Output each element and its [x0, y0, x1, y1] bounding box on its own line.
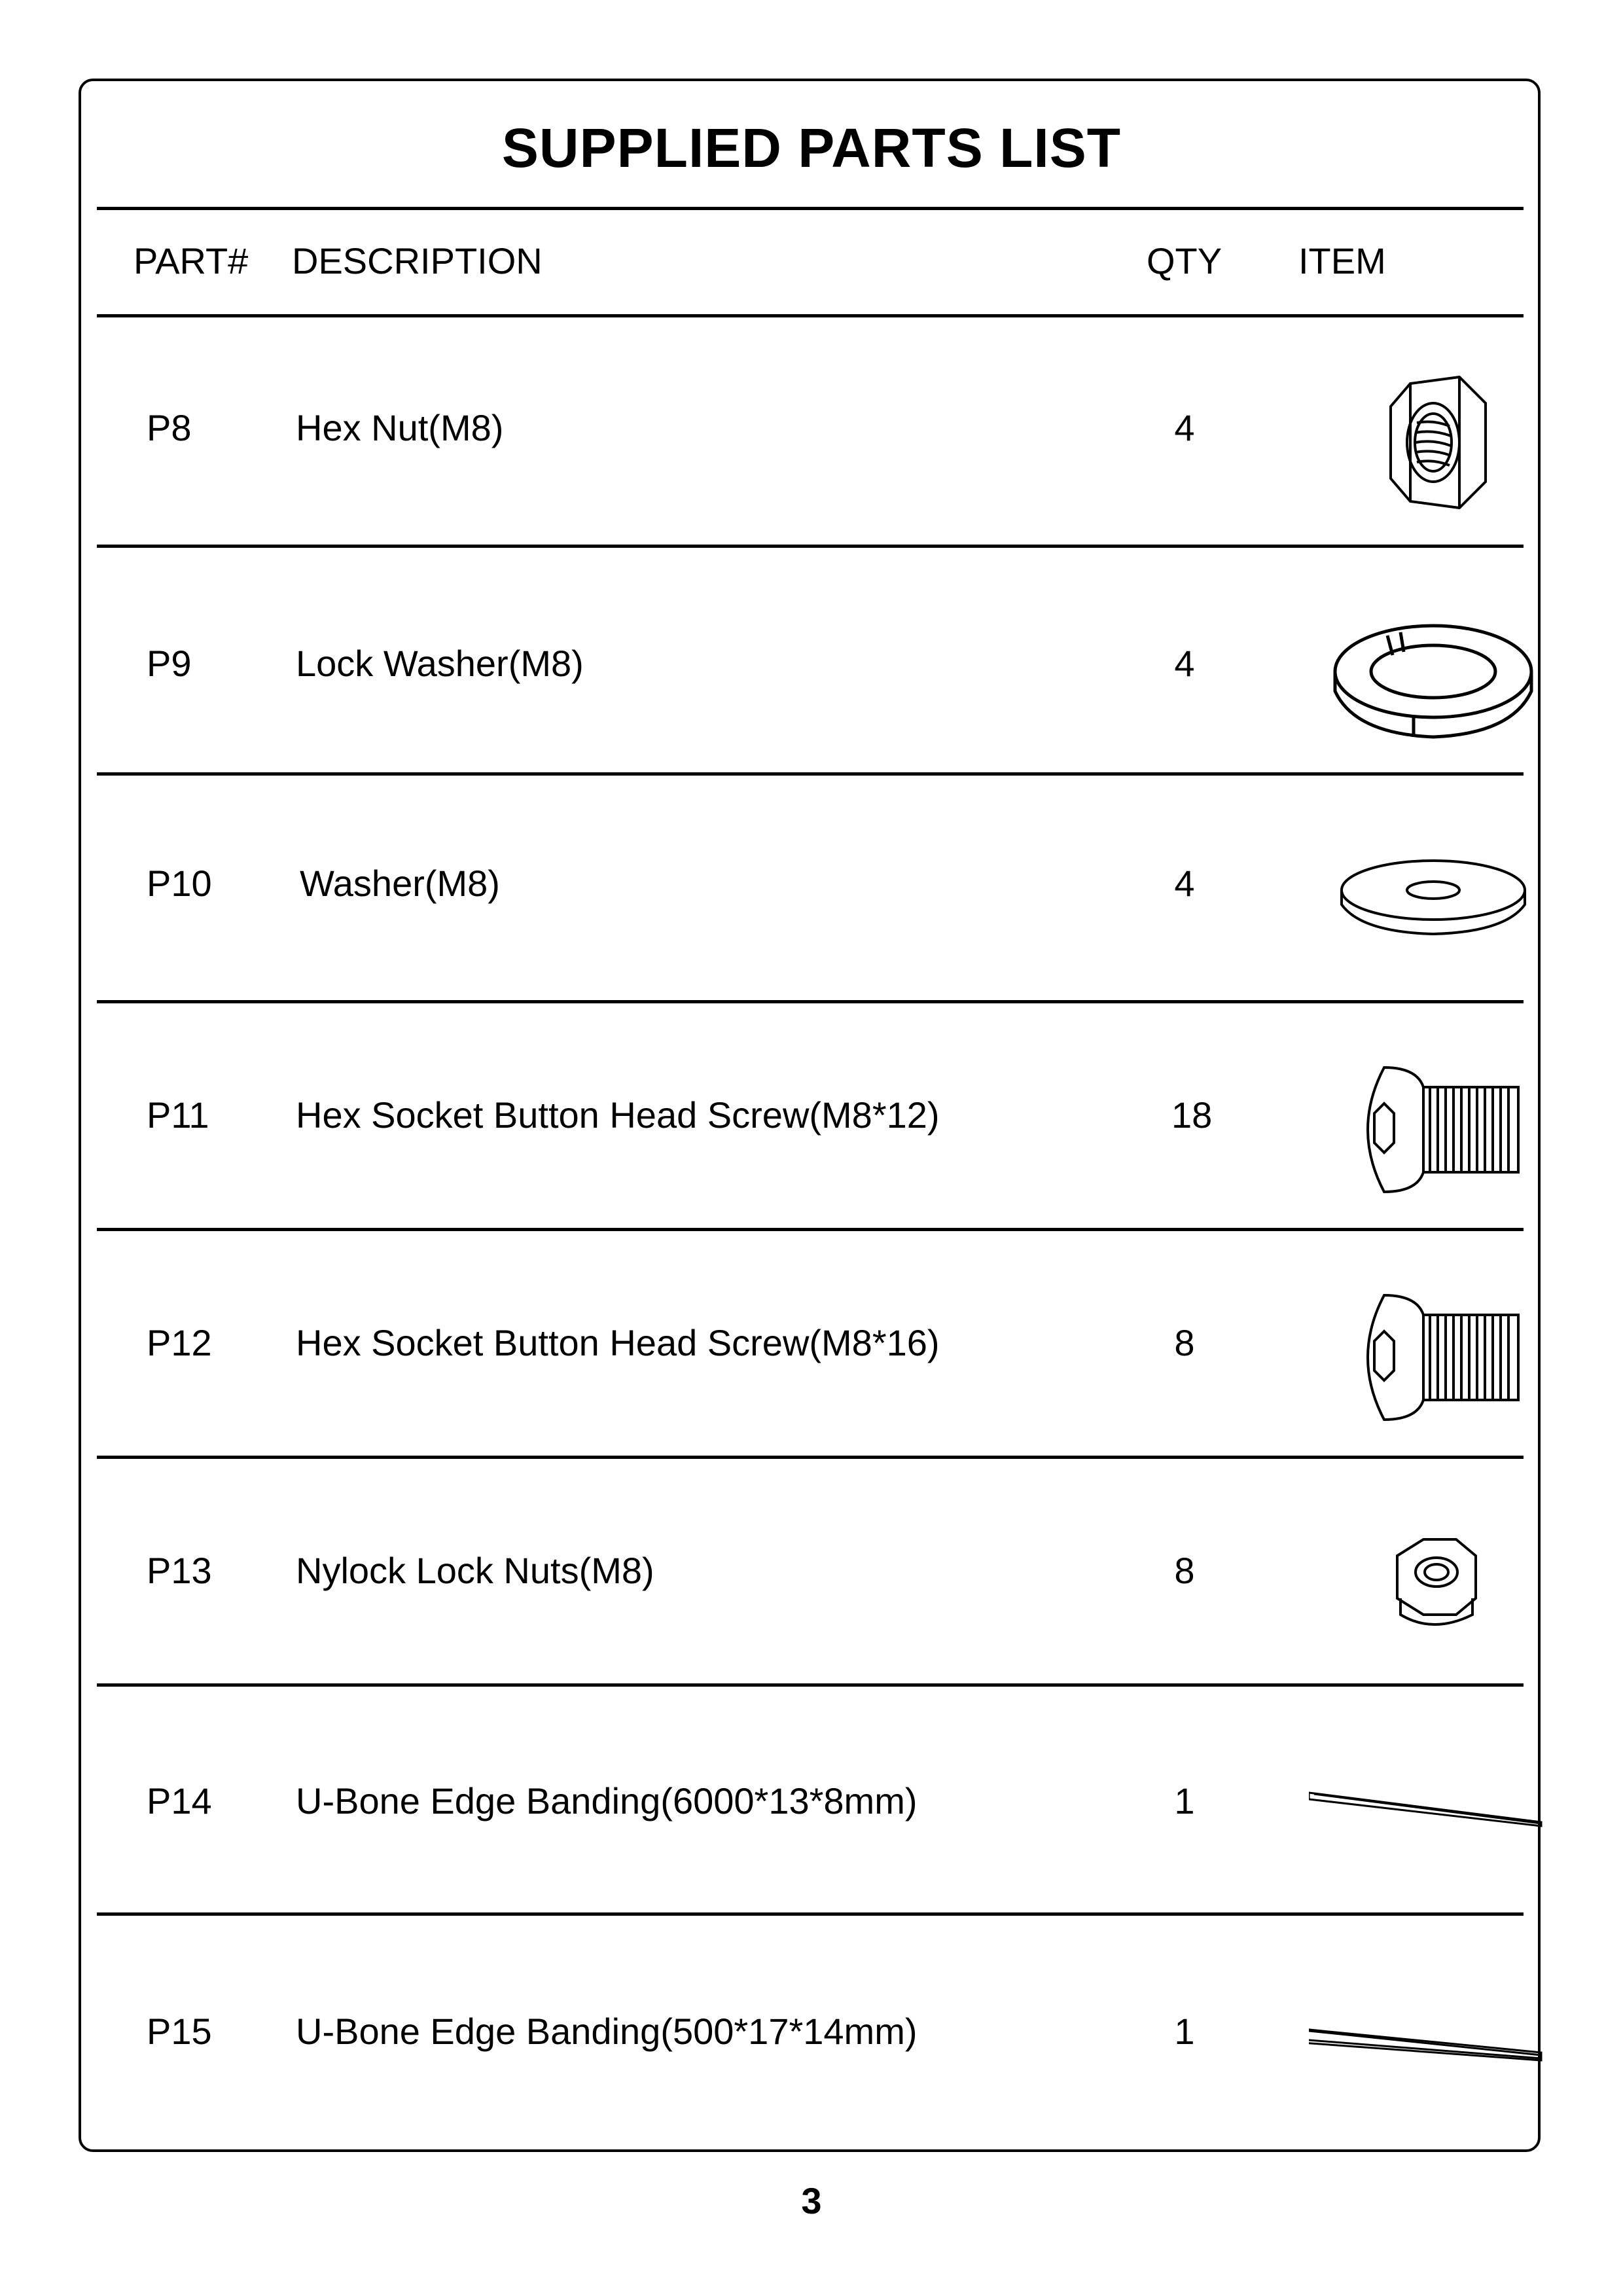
part-number: P8: [147, 407, 192, 448]
header-qty: QTY: [1147, 240, 1222, 281]
part-description: Hex Socket Button Head Screw(M8*16): [296, 1322, 940, 1363]
part-qty: 1: [1174, 2011, 1195, 2052]
nylock-nut-icon: [1309, 1500, 1551, 1670]
button-head-screw-icon: [1309, 1272, 1551, 1443]
part-description: U-Bone Edge Banding(500*17*14mm): [296, 2011, 918, 2052]
divider: [97, 772, 1524, 776]
header-item: ITEM: [1298, 240, 1386, 281]
divider: [97, 1912, 1524, 1916]
flat-washer-icon: [1309, 813, 1551, 983]
part-description: Hex Socket Button Head Screw(M8*12): [296, 1094, 940, 1136]
part-qty: 4: [1174, 407, 1195, 448]
divider: [97, 1683, 1524, 1687]
part-qty: 8: [1174, 1550, 1195, 1591]
part-qty: 1: [1174, 1780, 1195, 1821]
part-number: P9: [147, 643, 192, 684]
divider: [97, 1456, 1524, 1459]
part-description: Nylock Lock Nuts(M8): [296, 1550, 654, 1591]
part-number: P15: [147, 2011, 212, 2052]
part-description: Washer(M8): [300, 863, 500, 904]
part-qty: 18: [1171, 1094, 1213, 1136]
divider: [97, 207, 1524, 210]
edge-banding-icon: [1309, 1961, 1551, 2131]
hex-nut-icon: [1309, 357, 1551, 528]
header-description: DESCRIPTION: [292, 240, 543, 281]
divider: [97, 314, 1524, 317]
part-number: P12: [147, 1322, 212, 1363]
page-title: SUPPLIED PARTS LIST: [501, 117, 1122, 179]
divider: [97, 1228, 1524, 1231]
divider: [97, 545, 1524, 548]
button-head-screw-icon: [1309, 1045, 1551, 1215]
header-part: PART#: [134, 240, 249, 281]
divider: [97, 1000, 1524, 1003]
part-description: Hex Nut(M8): [296, 407, 504, 448]
part-description: Lock Washer(M8): [296, 643, 584, 684]
part-number: P11: [147, 1094, 209, 1136]
part-number: P13: [147, 1550, 212, 1591]
edge-banding-icon: [1309, 1731, 1551, 1901]
part-qty: 4: [1174, 863, 1195, 904]
page-number: 3: [801, 2180, 822, 2221]
part-number: P10: [147, 863, 212, 904]
part-number: P14: [147, 1780, 212, 1821]
part-description: U-Bone Edge Banding(6000*13*8mm): [296, 1780, 918, 1821]
lock-washer-icon: [1309, 593, 1551, 763]
part-qty: 8: [1174, 1322, 1195, 1363]
part-qty: 4: [1174, 643, 1195, 684]
